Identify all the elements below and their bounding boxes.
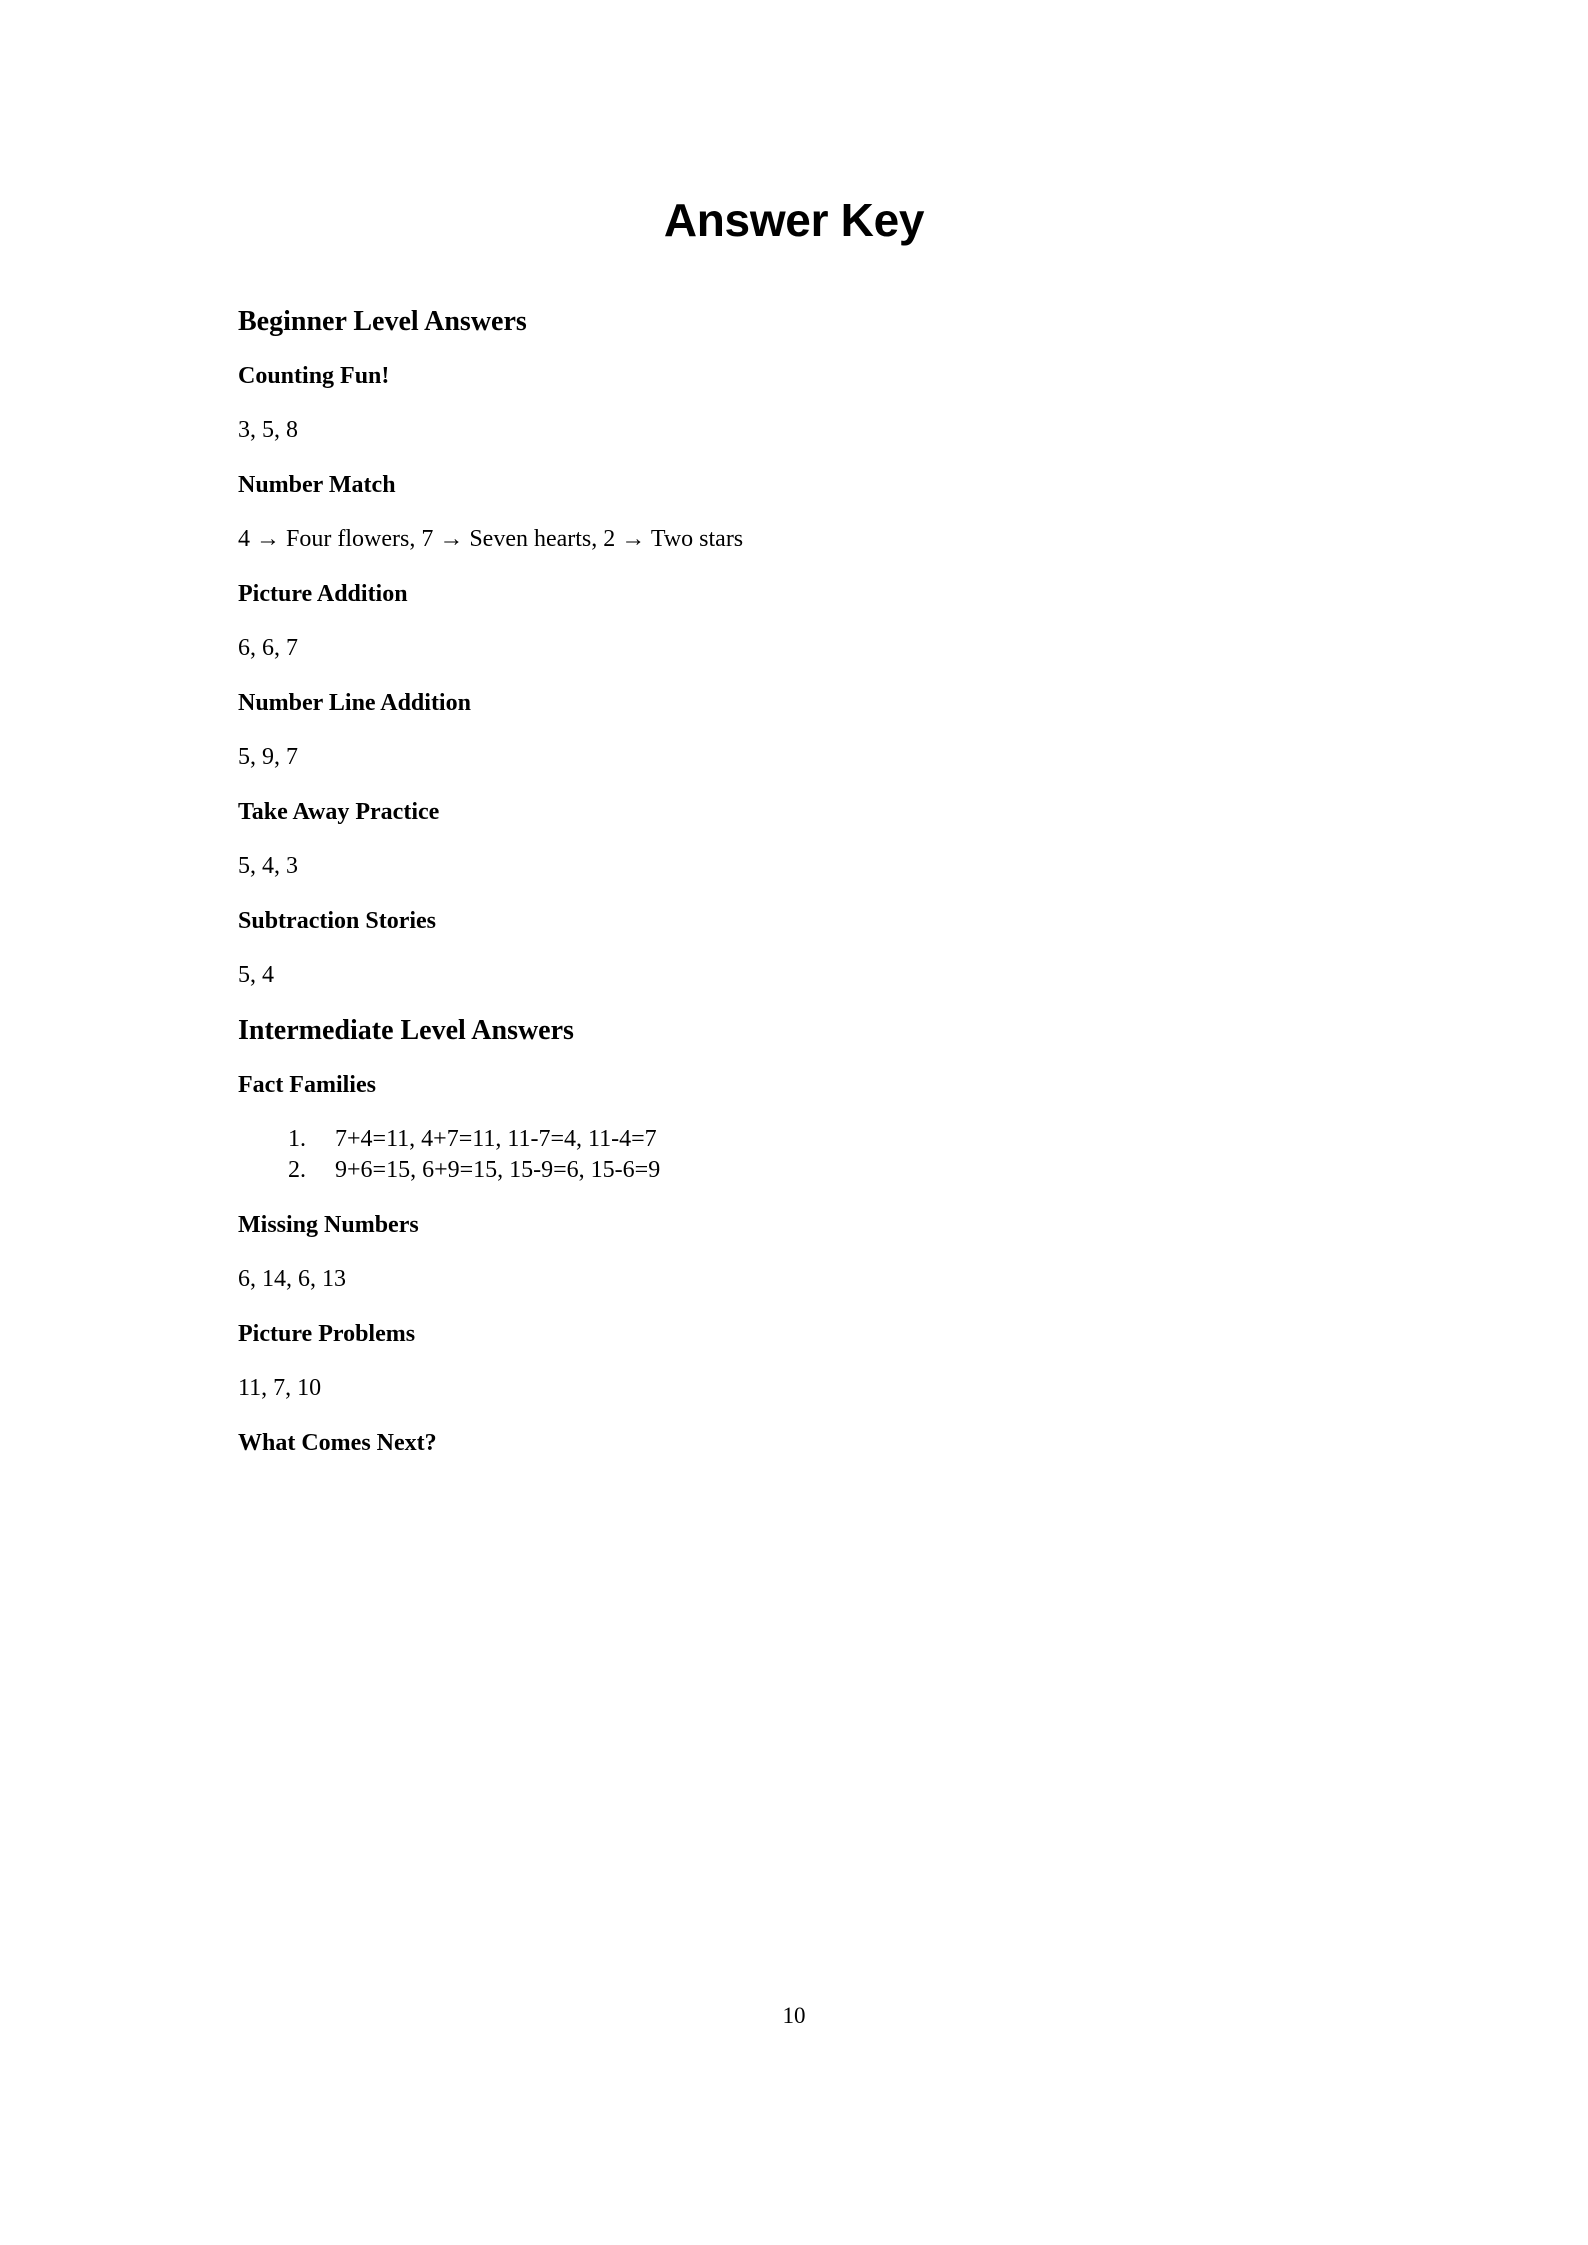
spacer [238,339,1358,361]
section-heading-number-match: Number Match [238,472,396,498]
spacer [238,881,1358,906]
spacer [238,554,1358,579]
level-heading-intermediate: Intermediate Level Answers [238,1015,574,1046]
section-heading-picture-problems: Picture Problems [238,1321,416,1347]
section-heading-picture-addition: Picture Addition [238,581,408,607]
level-heading-beginner: Beginner Level Answers [238,306,527,337]
spacer [238,500,1358,524]
spacer [238,445,1358,470]
spacer [238,1100,1358,1124]
spacer [238,663,1358,688]
answer-take-away-practice: 5, 4, 3 [238,853,298,879]
spacer [238,1294,1358,1319]
spacer [238,391,1358,415]
fact-families-list [238,1124,1358,1186]
list-item: 7+4=11, 4+7=11, 11-7=4, 11-4=7 [335,1126,657,1152]
answer-picture-problems: 11, 7, 10 [238,1375,322,1401]
spacer [238,772,1358,797]
answer-number-match: 4 → Four flowers, 7 → Seven hearts, 2 → Two stars [238,526,744,552]
section-heading-fact-families: Fact Families [238,1072,376,1098]
page-number: 10 [782,2003,806,2028]
document-body [238,305,1358,1458]
spacer [238,718,1358,742]
section-heading-counting-fun: Counting Fun! [238,363,390,389]
spacer [238,1349,1358,1373]
section-heading-take-away-practice: Take Away Practice [238,799,440,825]
section-heading-what-comes-next: What Comes Next? [238,1430,437,1456]
answer-counting-fun: 3, 5, 8 [238,417,298,443]
section-heading-subtraction-stories: Subtraction Stories [238,908,436,934]
spacer [238,936,1358,960]
spacer [238,1186,1358,1210]
section-heading-number-line-addition: Number Line Addition [238,690,471,716]
answer-picture-addition: 6, 6, 7 [238,635,298,661]
page-title: Answer Key [663,194,925,246]
spacer [238,1403,1358,1428]
section-heading-missing-numbers: Missing Numbers [238,1212,419,1238]
spacer [238,990,1358,1014]
spacer [238,1048,1358,1070]
spacer [238,609,1358,633]
spacer [238,827,1358,851]
list-item: 9+6=15, 6+9=15, 15-9=6, 15-6=9 [335,1157,661,1183]
answer-number-line-addition: 5, 9, 7 [238,744,298,770]
answer-missing-numbers: 6, 14, 6, 13 [238,1266,346,1292]
spacer [238,1240,1358,1264]
answer-subtraction-stories: 5, 4 [238,962,274,988]
